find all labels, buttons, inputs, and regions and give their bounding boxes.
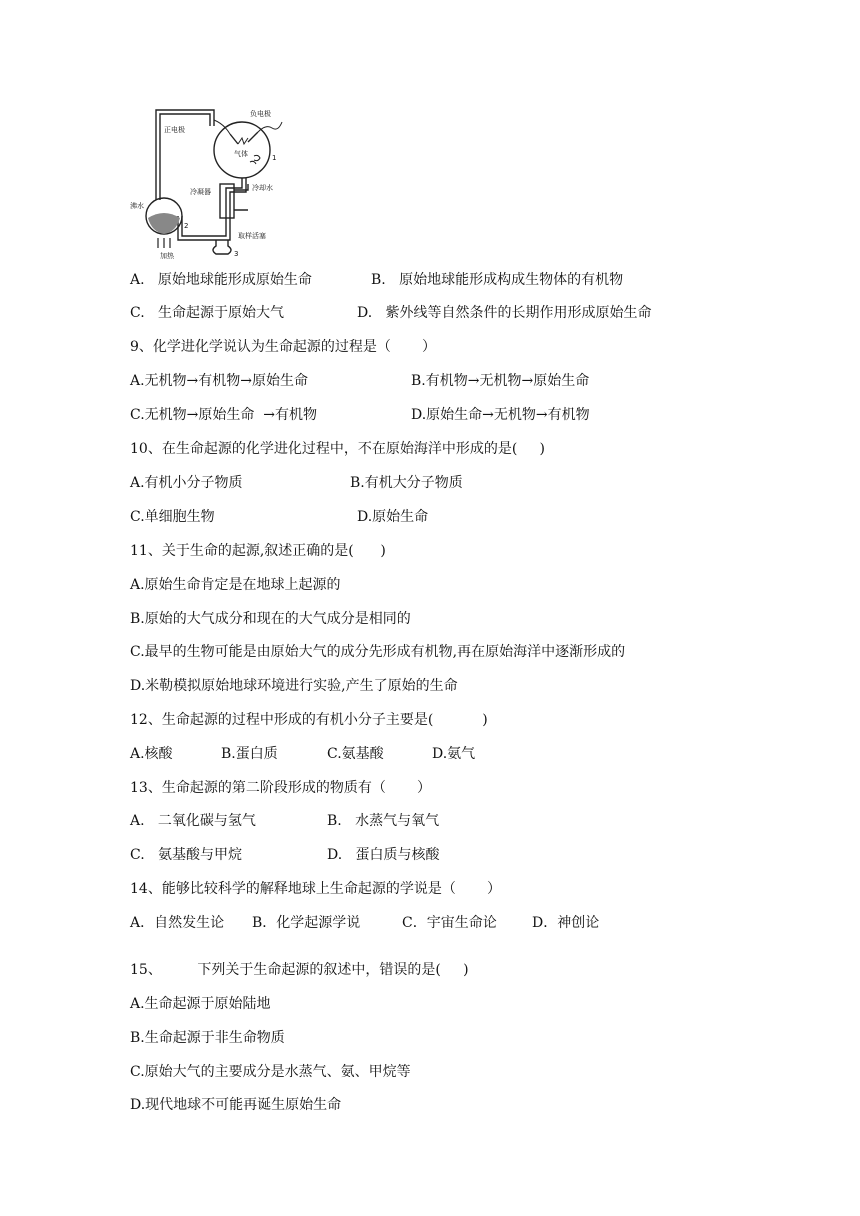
q11-stem: 11、关于生命的起源,叙述正确的是( ) <box>130 543 386 559</box>
q9-option-b: B.有机物→无机物→原始生命 <box>411 373 590 389</box>
q8-option-c: C. 生命起源于原始大气 <box>130 305 285 321</box>
q8-option-b: B. 原始地球能形成构成生物体的有机物 <box>371 272 624 288</box>
q8-option-a: A. 原始地球能形成原始生命 <box>130 272 312 288</box>
q8-option-d: D. 紫外线等自然条件的长期作用形成原始生命 <box>357 305 652 321</box>
q10-option-c: C.单细胞生物 <box>130 509 215 525</box>
label-heat: 加热 <box>160 252 174 260</box>
q12-option-a: A.核酸 <box>130 746 173 762</box>
q12-option-c: C.氨基酸 <box>327 746 384 762</box>
q9-stem: 9、化学进化学说认为生命起源的过程是（ ） <box>130 339 437 355</box>
miller-experiment-diagram <box>130 104 290 260</box>
q11-option-d: D.米勒模拟原始地球环境进行实验,产生了原始的生命 <box>130 678 458 694</box>
q13-option-c: C. 氨基酸与甲烷 <box>130 847 243 863</box>
q12-stem: 12、生命起源的过程中形成的有机小分子主要是( ) <box>130 712 488 728</box>
q15-option-d: D.现代地球不可能再诞生原始生命 <box>130 1097 342 1113</box>
q12-option-d: D.氨气 <box>432 746 476 762</box>
label-cooling-water: 冷却水 <box>252 184 273 192</box>
label-1: 1 <box>272 154 277 162</box>
q10-stem: 10、在生命起源的化学进化过程中，不在原始海洋中形成的是( ) <box>130 441 545 457</box>
label-positive-electrode: 正电极 <box>164 126 185 134</box>
q9-option-a: A.无机物→有机物→原始生命 <box>130 373 309 389</box>
q15-stem: 15、 下列关于生命起源的叙述中，错误的是( ) <box>130 962 469 978</box>
q14-option-b: B．化学起源学说 <box>252 915 361 931</box>
q13-option-d: D. 蛋白质与核酸 <box>327 847 440 863</box>
q15-option-c: C.原始大气的主要成分是水蒸气、氨、甲烷等 <box>130 1064 411 1080</box>
q10-option-b: B.有机大分子物质 <box>350 475 463 491</box>
q14-option-c: C．宇宙生命论 <box>402 915 497 931</box>
q14-option-d: D．神创论 <box>532 915 600 931</box>
q9-option-d: D.原始生命→无机物→有机物 <box>411 407 590 423</box>
q12-option-b: B.蛋白质 <box>221 746 278 762</box>
label-gas: 气体 <box>234 150 248 158</box>
label-negative-electrode: 负电极 <box>250 110 271 118</box>
q11-option-c: C.最早的生物可能是由原始大气的成分先形成有机物,再在原始海洋中逐渐形成的 <box>130 644 626 660</box>
q11-option-a: A.原始生命肯定是在地球上起源的 <box>130 577 341 593</box>
label-boiling-water: 沸水 <box>130 202 144 210</box>
q14-stem: 14、能够比较科学的解释地球上生命起源的学说是（ ） <box>130 881 501 897</box>
q15-option-b: B.生命起源于非生命物质 <box>130 1030 285 1046</box>
q14-option-a: A．自然发生论 <box>130 915 225 931</box>
q9-option-c: C.无机物→原始生命 →有机物 <box>130 407 318 423</box>
q10-option-a: A.有机小分子物质 <box>130 475 243 491</box>
q13-option-b: B. 水蒸气与氧气 <box>327 813 440 829</box>
label-2: 2 <box>184 222 189 230</box>
label-sample-valve: 取样活塞 <box>238 232 266 240</box>
q10-option-d: D.原始生命 <box>357 509 429 525</box>
q11-option-b: B.原始的大气成分和现在的大气成分是相同的 <box>130 611 411 627</box>
q13-option-a: A. 二氧化碳与氢气 <box>130 813 256 829</box>
condenser <box>220 184 234 218</box>
q15-option-a: A.生命起源于原始陆地 <box>130 996 271 1012</box>
label-3: 3 <box>234 250 239 258</box>
q13-stem: 13、生命起源的第二阶段形成的物质有（ ） <box>130 780 431 796</box>
label-condenser: 冷凝器 <box>190 188 211 196</box>
